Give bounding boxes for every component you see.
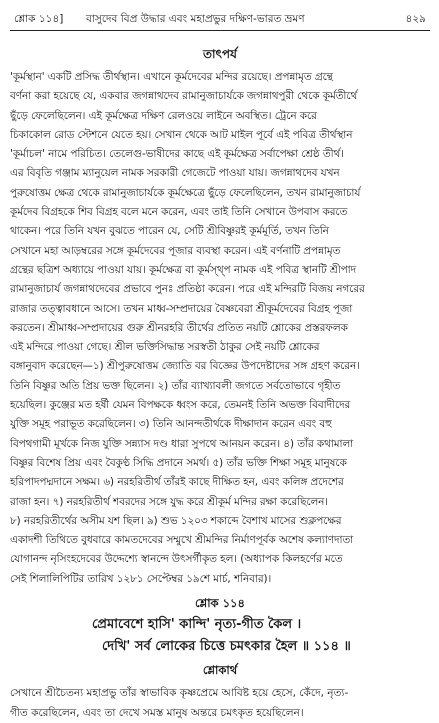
- translation-text: [10, 683, 430, 723]
- purport-heading: তাৎপর্য: [203, 47, 237, 61]
- purport-line: যুক্তি সমূহ পরাভূত করেছিলেন। ৩) তিনি আনন্দতীর্থকে দীক্ষাদান করেন এবং বহু: [10, 418, 332, 431]
- book-page: [10, 8, 430, 723]
- purport-line: চিকাকোল রোড স্টেশনে যেতে হয়। সেখান থেকে আট মাইল পূর্বে এই পবিত্র তীর্থস্থান: [10, 128, 353, 141]
- purport-line: বর্ণনা করা হয়েছে যে, একবার জগন্নাথদেব রামানুজাচার্যকে জগন্নাথপুরী থেকে কূর্মতীর্থে: [10, 90, 358, 103]
- purport-line: তিনি বিষ্ণুর অতি প্রিয় ভক্ত ছিলেন। ২) তাঁর ব্যাখ্যাবলী জগতে সর্বতোভাবে গৃহীত: [10, 379, 341, 392]
- purport-line: 'কূর্মস্থান' একটি প্রসিদ্ধ তীর্থস্থান। এখানে কূর্মদেবের মন্দির রয়েছে। প্রপন্নামৃত গ্রন্থে: [10, 71, 333, 83]
- page-number: ৪২৯: [405, 13, 426, 25]
- purport-line: 'কূর্মাচল' নামে পরিচিত। তেলেগু-ভাষীদের কাছে এই কূর্মক্ষেত্র সর্বাপেক্ষা শ্রেষ্ঠ তীর্থ।: [10, 148, 344, 161]
- purport-line: এর বিবৃতি গঞ্জাম ম্যানুয়েল নামক সরকারী গেজেটে পাওয়া যায়। জগন্নাথদেব যখন: [10, 167, 340, 180]
- purport-line: যোগানন্দ নৃসিংহদেবের উদ্দেশ্যে স্বানন্দে উৎসর্গীকৃত হল। (অধ্যাপক কিলহর্ণের মতে: [10, 553, 343, 566]
- purport-line: বিপথগামী মূর্খকে নিজ যুক্তি সন্ন্যাস দণ্ড ধারা সুপথে আনয়ন করেন। ৪) তাঁর কথামালা: [10, 437, 354, 450]
- verse-number: শ্লোক ১১৪: [195, 596, 245, 611]
- purport-line: হরিপাদপদ্মদানে সক্ষম। ৬) নরহরিতীর্থ তাঁরই কাছে দীক্ষিত হন, এবং কলিঙ্গ প্রদেশের: [10, 476, 344, 489]
- purport-line: থাকেন। পরে তিনি যখন বুঝতে পারেন যে, সেটি শ্রীবিষ্ণুরই কূর্মমূর্তি, তখন তিনি: [10, 225, 329, 238]
- verse-line-1: প্রেমাবেশে হাসি' কান্দি' নৃত্য-গীত কৈল ।: [92, 617, 302, 633]
- verse-line-2: দেখি' সর্ব লোকের চিত্তে চমৎকার হৈল ॥ ১১৪ ॥: [102, 639, 351, 655]
- translation-line: সেখানে শ্রীচৈতন্য মহাপ্রভু তাঁর স্বাভাবিক কৃষ্ণপ্রেমে আবিষ্ট হয়ে হেসে, কেঁদে, নৃত্য-: [10, 687, 349, 700]
- running-header: [10, 8, 430, 31]
- translation-line: গীত করেছিলেন, এবং তা দেখে সমস্ত মানুষ অন্তরে চমৎকৃত হয়েছিলেন।: [10, 707, 304, 720]
- purport-line: করতেন। শ্রীমাধ্ব-সম্প্রদায়ের গুরু শ্রীনরহরি তীর্থের প্রতিত নয়টি শ্লোকের প্রস্তরফলক: [10, 321, 348, 334]
- purport-line: রাজার তত্ত্বাবধানে আসে। তখন মাধ্ব-সম্প্রদায়ের বৈষ্ণবেরা শ্রীকূর্মদেবের বিগ্রহ পূজা: [10, 302, 353, 315]
- purport-line: গ্রন্থের ছত্রিশ অধ্যায়ে পাওয়া যায়। কূর্মক্ষেত্র বা কূর্মস্থ্প নামক এই পবিত্র স্থানটি শ্রীপাদ: [10, 263, 356, 276]
- purport-line: কূর্মদেব বিগ্রহকে শিব বিগ্রহ বলে মনে করেন, এবং তাই তিনি সেখানে উপবাস করতে: [10, 206, 348, 219]
- verse-text: [10, 614, 430, 658]
- purport-line: বিষ্ণুর বিশেষ প্রিয় এবং বৈকুণ্ঠ সিদ্ধি প্রদানে সমর্থ। ৫) তাঁর ভক্তি শিক্ষা সমূহ মানুষকে: [10, 456, 347, 469]
- purport-line: ৮) নরহরিতীর্থের অসীম যশ ছিল। ৯) শুভ ১২০৩ শকাব্দে বৈশাখ মাসের শুক্লপক্ষের: [10, 514, 342, 527]
- purport-line: রামানুজাচার্য জগন্নাথদেবের প্রভাবে পুনঃ প্রতিষ্ঠা করেন। পরে এই মন্দিরটি বিজয় নগরের: [10, 283, 365, 296]
- purport-line: বঙ্গানুবাদ করেছেন—১) শ্রীপুরুষোত্তম জ্যোতি বর বিজ্ঞের উপদেষ্টাদের সঙ্গ গ্রহণ করেন।: [10, 360, 360, 373]
- header-chapter-title: বাসুদেব বিপ্র উদ্ধার এবং মহাপ্রভুর দক্ষিণ-ভারত ভ্রমণ: [86, 13, 305, 25]
- purport-line: রাজা হন। ৭) নরহরিতীর্থ শবরদের সঙ্গে যুদ্ধ করে শ্রীকূর্ম মন্দির রক্ষা করেছিলেন।: [10, 495, 328, 508]
- purport-line: এই মন্দিরে পাওয়া গেছে। শ্রীল ভক্তিসিদ্ধান্ত সরস্বতী ঠাকুর সেই নয়টি শ্লোকের: [10, 341, 320, 354]
- header-verse-ref: শ্লোক ১১৪]: [14, 13, 64, 25]
- purport-line: পুরুষোত্তম ক্ষেত্র থেকে রামানুজাচার্যকে কূর্মক্ষেত্রে ছুঁড়ে ফেলেছিলেন, তখন রামানুজাচার্য: [10, 186, 361, 199]
- purport-line: সেখানে মহা আড়ম্বরের সঙ্গে কূর্মদেবের পূজার ব্যবস্থা করেন। এই বর্ণনাটি প্রপন্নামৃত: [10, 244, 341, 257]
- purport-line: হয়েছিল। কুঞ্জের মত হর্ষী যেমন বিপক্ষকে ধ্বংস করে, তেমনই তিনি অভক্ত বিবাদীদের: [10, 399, 351, 412]
- translation-heading: শ্লোকার্থ: [202, 663, 238, 678]
- purport-line: সেই শিলালিপিটির তারিখ ১২৮১ সেপ্টেম্বর ১৯শে মার্চ, শনিবার)।: [10, 572, 272, 585]
- purport-line: একাদশী তিথিতে বুধবারে কামতদেবের সম্মুখে শ্রীমন্দির নির্মাণপূর্বক অশেষ কল্যাণদাতা: [10, 534, 354, 547]
- purport-text: [10, 68, 430, 589]
- purport-line: ছুঁড়ে ফেলেছিলেন। এই কূর্মক্ষেত্র দক্ষিণ রেলওয়ে লাইনে অবস্থিত। ট্রেনে করে: [10, 109, 317, 122]
